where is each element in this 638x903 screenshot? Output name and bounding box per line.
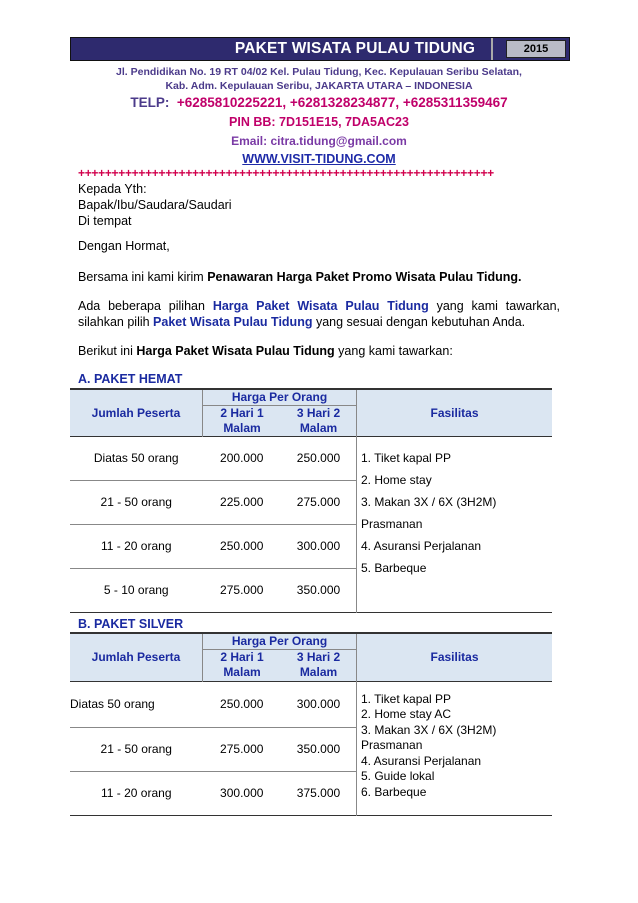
greeting: Dengan Hormat,: [78, 239, 170, 253]
table-row-peserta: 5 - 10 orang: [103, 583, 169, 597]
header-peserta: Jumlah Peserta: [70, 633, 203, 681]
fasilitas-list: [357, 436, 553, 612]
table-row-2h1m: 200.000: [220, 451, 264, 465]
paragraph-options: [78, 298, 560, 330]
list-item: 2. Home stay: [361, 472, 432, 487]
options-text-c: yang sesuai dengan kebutuhan Anda.: [312, 315, 526, 329]
list-item: 3. Makan 3X / 6X (3H2M): [361, 722, 497, 737]
table-row-2h1m: 250.000: [220, 697, 264, 711]
table-row-2h1m: 225.000: [220, 495, 264, 509]
header-2h1m: 2 Hari 1 Malam: [203, 405, 282, 436]
pin-bb: PIN BB: 7D151E15, 7DA5AC23: [229, 115, 409, 129]
address-line-1: Jl. Pendidikan No. 19 RT 04/02 Kel. Pulau Tidung, Kec. Kepulauan Seribu Selatan,: [116, 66, 522, 78]
table-row-3h2m: 300.000: [296, 539, 341, 553]
recipient-block: [78, 181, 232, 229]
table-row-3h2m: 350.000: [296, 583, 341, 597]
header-fasilitas: Fasilitas: [357, 633, 553, 681]
list-item: 5. Guide lokal: [361, 769, 435, 784]
table-row-3h2m: 300.000: [296, 697, 341, 711]
offer-text-b: yang kami tawarkan:: [334, 344, 453, 358]
table-row-2h1m: 275.000: [220, 742, 264, 756]
header-fasilitas: Fasilitas: [357, 389, 553, 436]
paragraph-intro: [78, 269, 522, 285]
table-row-2h1m: 250.000: [220, 539, 264, 553]
options-text-b: yang kami tawarkan, silahkan pilih: [78, 299, 560, 329]
header-harga: Harga Per Orang: [203, 389, 357, 405]
list-item: 4. Asuransi Perjalanan: [361, 753, 482, 768]
header-3h2m: 3 Hari 2 Malam: [281, 649, 357, 681]
plus-divider: ++++++++++++++++++++++++++++++++++++++++++++++++++++++++++++++: [78, 166, 494, 180]
header-peserta: Jumlah Peserta: [70, 389, 203, 436]
table-row-peserta: 11 - 20 orang: [101, 786, 172, 800]
list-item: Prasmanan: [361, 516, 423, 531]
address-line-2: Kab. Adm. Kepulauan Seribu, JAKARTA UTARA – INDONESIA: [165, 80, 473, 92]
table-row-peserta: Diatas 50 orang: [93, 451, 179, 465]
recipient-line-3: Di tempat: [78, 214, 132, 228]
intro-bold: Penawaran Harga Paket Promo Wisata Pulau Tidung.: [207, 270, 522, 284]
phone-numbers: +6285810225221, +6281328234877, +6285311359467: [176, 95, 508, 110]
year-badge: 2015: [506, 40, 566, 58]
header-harga: Harga Per Orang: [203, 633, 357, 649]
options-highlight-1: Harga Paket Wisata Pulau Tidung: [212, 299, 429, 313]
phone-label: TELP:: [130, 95, 170, 110]
address: [62, 65, 576, 93]
header-banner: [70, 37, 570, 61]
list-item: 5. Barbeque: [361, 560, 427, 575]
offer-bold: Harga Paket Wisata Pulau Tidung: [136, 344, 335, 358]
banner-divider: [491, 38, 493, 60]
options-text-a: Ada beberapa pilihan: [78, 299, 213, 313]
email[interactable]: Email: citra.tidung@gmail.com: [231, 134, 407, 148]
intro-text: Bersama ini kami kirim: [78, 270, 208, 284]
header-3h2m: 3 Hari 2 Malam: [281, 405, 357, 436]
table-row-3h2m: 350.000: [296, 742, 341, 756]
section-silver-title: B. PAKET SILVER: [78, 617, 184, 631]
table-silver: [70, 632, 552, 816]
paragraph-offer: [78, 343, 453, 359]
table-row-peserta: 21 - 50 orang: [100, 742, 172, 756]
table-row-3h2m: 250.000: [296, 451, 341, 465]
recipient-line-1: Kepada Yth:: [78, 182, 147, 196]
table-row-3h2m: 275.000: [296, 495, 341, 509]
fasilitas-list: [357, 681, 553, 815]
recipient-line-2: Bapak/Ibu/Saudara/Saudari: [78, 198, 232, 212]
options-highlight-2: Paket Wisata Pulau Tidung: [153, 315, 313, 329]
list-item: 1. Tiket kapal PP: [361, 450, 452, 465]
table-row-peserta: 11 - 20 orang: [101, 539, 172, 553]
list-item: 1. Tiket kapal PP: [361, 691, 452, 706]
table-row-peserta: 21 - 50 orang: [100, 495, 172, 509]
phone-line: [62, 95, 576, 110]
table-row-peserta: Diatas 50 orang: [70, 697, 155, 711]
list-item: 3. Makan 3X / 6X (3H2M): [361, 494, 497, 509]
header-2h1m: 2 Hari 1 Malam: [203, 649, 282, 681]
section-hemat-title: A. PAKET HEMAT: [78, 372, 183, 386]
table-row-2h1m: 300.000: [220, 786, 264, 800]
list-item: 2. Home stay AC: [361, 707, 452, 722]
list-item: 4. Asuransi Perjalanan: [361, 538, 482, 553]
table-row-2h1m: 275.000: [220, 583, 264, 597]
list-item: Prasmanan: [361, 738, 423, 753]
offer-text-a: Berikut ini: [78, 344, 137, 358]
document-title: PAKET WISATA PULAU TIDUNG: [234, 40, 476, 57]
table-row-3h2m: 375.000: [296, 786, 341, 800]
website-link[interactable]: WWW.VISIT-TIDUNG.COM: [242, 152, 396, 166]
list-item: 6. Barbeque: [361, 785, 427, 800]
table-hemat: [70, 388, 552, 613]
